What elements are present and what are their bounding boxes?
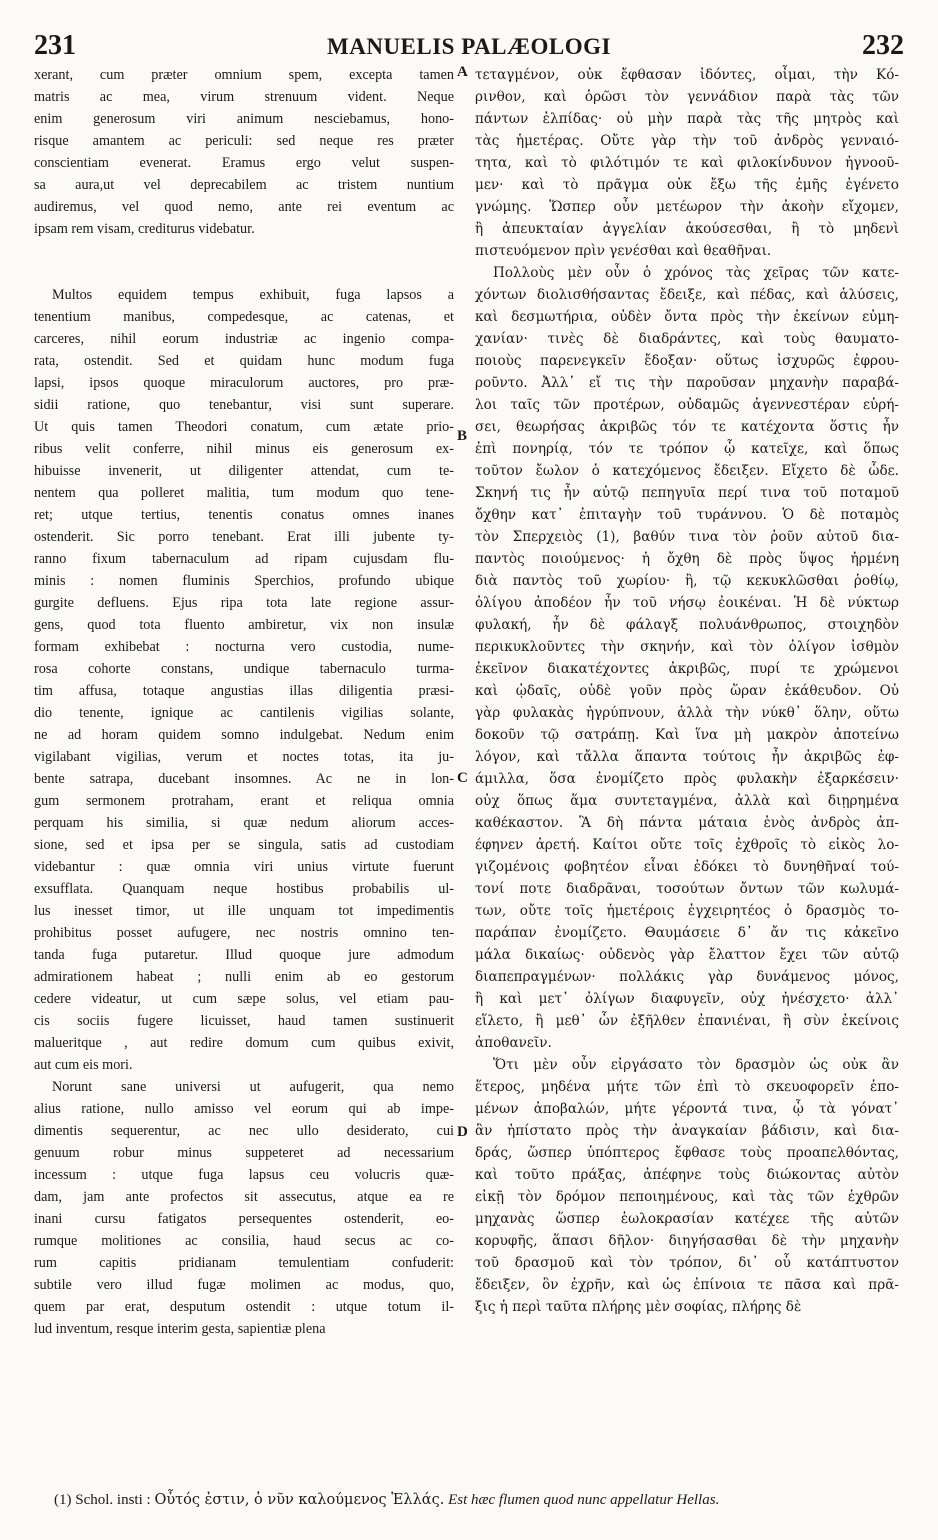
- text-line: lus inesset timor, ut ille unquam tot impedimentis: [34, 903, 454, 919]
- text-line: subtile vero illud fugæ molimen ac modus, quo,: [34, 1277, 454, 1293]
- text-line: carceres, nihil eorum industriæ ac ingenio compa-: [34, 331, 454, 347]
- text-line: perquam his similia, si quæ nedum aliorum acces-: [34, 815, 454, 831]
- text-line: dio tenente, ignique ac cantilenis vigilias solante,: [34, 705, 454, 721]
- paragraph: [475, 64, 899, 262]
- text-line: τὰς ἡμετέρας. Οὔτε γὰρ τὴν τοῦ ἀνδρὸς γενναιό-: [475, 133, 899, 149]
- text-line: γιζομένοις φοβητέον εἶναι ἐδόκει τὸ δυνηθῆναί τού-: [475, 859, 899, 875]
- text-line: οὐχ ὅπως ἅμα συντεταγμένα, ἀλλὰ καὶ διῃρημένα: [475, 793, 899, 809]
- text-line: ὄχθην κατ᾽ ἐπιταγὴν τοῦ τυράννου. Ὁ δὲ ποταμὸς: [475, 507, 899, 523]
- text-line: Πολλοὺς μὲν οὖν ὁ χρόνος τὰς χεῖρας τῶν κατε-: [493, 265, 899, 281]
- text-line: vigilabant vigilias, verum et noctes totas, ita ju-: [34, 749, 454, 765]
- text-line: περικυκλοῦντες τὴν σκηνήν, καὶ τὸν ὀλίγον ἰσθμὸν: [475, 639, 899, 655]
- page-number-left: 231: [34, 30, 76, 61]
- footnote: [54, 1490, 904, 1510]
- text-line: sa aura,ut vel deprecabilem ac tristem nuntium: [34, 177, 454, 193]
- text-line: μηχανὰς ὥσπερ ἑωλοκρασίαν κατέχεε τῆς αὐτῶν: [475, 1211, 899, 1227]
- text-line: ροῦντο. Ἀλλ᾽ εἴ τις τὴν παροῦσαν μηχανὴν παραβά-: [475, 375, 899, 391]
- text-line: Norunt sane universi ut aufugerit, qua nemo: [52, 1079, 454, 1095]
- text-line: καὶ δεσμωτήρια, οὐδὲν ὄντα πρὸς τὴν ἐκείνων εὐμη-: [475, 309, 899, 325]
- text-line: δράς, ὥσπερ ὑπόπτερος ἔφθασε τοὺς προαπελθόντας,: [475, 1145, 899, 1161]
- text-line: τεταγμένον, οὐκ ἔφθασαν ἰδόντες, οἶμαι, τὴν Κό-: [475, 67, 899, 83]
- text-line: lud inventum, resque interim gesta, sapientiæ plena: [34, 1321, 326, 1337]
- text-line: formam exhibebat : nocturna vero custodia, nume-: [34, 639, 454, 655]
- text-line: χόντων διολισθήσαντας ἔδειξε, καὶ πέδας, καὶ ἁλύσεις,: [475, 287, 899, 303]
- text-line: τοῦτον ἔωλον ὁ κατεχόμενος ἔδειξεν. Εἴχετο δὲ ὧδε.: [475, 463, 899, 479]
- text-line: άμιλλα, ὅσα ἐνομίζετο πρὸς φυλακὴν ἐξαρκέσειν·: [475, 771, 899, 787]
- margin-marker-b: B: [457, 428, 468, 444]
- text-line: risque amantem ac periculi: sed neque res præter: [34, 133, 454, 149]
- text-line: διαπεπραγμένων· πολλάκις γὰρ δυνάμενος μόνος,: [475, 969, 899, 985]
- text-line: cis sociis fugere licuisset, haud tamen sustinuerit: [34, 1013, 454, 1029]
- text-line: εἵλετο, ἢ μεθ᾽ ὧν ἐξῆλθεν ἐπανιέναι, ἢ σὺν ἐκείνοις: [475, 1013, 899, 1029]
- text-line: παντὸς ποιούμενος· ἡ ὄχθη δὲ πρὸς ὕψος ἠρμένη: [475, 551, 899, 567]
- text-line: λοι ταῖς τῶν προτέρων, οὐδαμῶς ἀγεννεστέραν εὑρή-: [475, 397, 899, 413]
- text-line: πάντων ἐλπίδας· οὐ μὴν παρὰ τὰς τῆς μητρὸς καὶ: [475, 111, 899, 127]
- text-line: rum capitis pridianam temulentiam confuderit:: [34, 1255, 454, 1271]
- text-line: sidii ratione, quo tenebantur, visi sunt superare.: [34, 397, 454, 413]
- text-line: prohibitus posset aufugere, nec nostris omnino ten-: [34, 925, 454, 941]
- paragraph: [475, 262, 899, 1054]
- text-line: ἢ ἀπευκταίαν ἀγγελίαν ἀκούσεσθαι, ἢ τὸ μηδενὶ: [475, 221, 899, 237]
- text-line: conscientiam evenerat. Eramus ergo velut suspen-: [34, 155, 454, 171]
- text-line: φυλακή, ἦν δὲ φάλαγξ πολυάνθρωπος, στοιχηδὸν: [475, 617, 899, 633]
- paragraph: [475, 1054, 899, 1318]
- text-line: Ὅτι μὲν οὖν εἰργάσατο τὸν δρασμὸν ὡς οὐκ ἂν: [493, 1057, 899, 1073]
- page-number-right: 232: [862, 30, 904, 61]
- text-line: ostenderit. Sic porro tenebant. Erat illi jubente ty-: [34, 529, 454, 545]
- text-line: nentem qua polleret malitia, tum modum quo tene-: [34, 485, 454, 501]
- text-line: gens, quod tota fluento ambiretur, vix non insulæ: [34, 617, 454, 633]
- text-line: ret; utque tertius, tenentis conatus omnes inanes: [34, 507, 454, 523]
- text-line: έφηνεν ἀρετή. Καίτοι οὔτε τοῖς ἐχθροῖς τὸ εἰκὸς λο-: [475, 837, 899, 853]
- text-line: matris ac mea, virum strenuum vident. Neque: [34, 89, 454, 105]
- margin-marker-a: A: [457, 64, 468, 80]
- text-line: κορυφῆς, ἅπασι δῆλον· διηγήσασθαι δὲ τὴν μηχανὴν: [475, 1233, 899, 1249]
- text-line: videbantur : quæ omnia viri unius virtute fuerunt: [34, 859, 454, 875]
- text-line: malueritque , aut redire domum cum quibus exivit,: [34, 1035, 454, 1051]
- text-line: xerant, cum præter omnium spem, excepta tamen: [34, 67, 454, 83]
- text-line: gum sermonem protraham, erant et reliqua omnia: [34, 793, 454, 809]
- text-line: ἂν ἠπίστατο πρὸς τὴν ἀναγκαίαν βάδισιν, καὶ δια-: [475, 1123, 899, 1139]
- text-line: ribus velit conferre, nihil minus eis generosum ex-: [34, 441, 454, 457]
- greek-column: [475, 64, 899, 1318]
- text-line: minis : nomen fluminis Sperchios, profundo ubique: [34, 573, 454, 589]
- text-line: ne ad horam quidem somno indulgebat. Nedum enim: [34, 727, 454, 743]
- text-line: Ut quis tamen Theodori conatum, cum ætate prio-: [34, 419, 454, 435]
- text-line: admirationem habeat ; nulli enim ab eo gestorum: [34, 969, 454, 985]
- text-line: aut cum eis mori.: [34, 1057, 133, 1073]
- text-line: incessum : utque fuga lapsus ceu volucris quæ-: [34, 1167, 454, 1183]
- text-line: ρινθον, καὶ ὁρῶσι τὸν γεννάδιον παρὰ τὰς τῶν: [475, 89, 899, 105]
- text-line: ὀλίγου ἀποδέον ἦν τοῦ νήσῳ ἐοικέναι. Ἡ δὲ νύκτωρ: [475, 595, 899, 611]
- margin-marker-d: D: [457, 1124, 468, 1140]
- text-line: καὶ τοῦτο πράξας, ἀπέφηνε τοὺς διώκοντας αὐτὸν: [475, 1167, 899, 1183]
- text-line: enim generosum viri animum nesciebamus, hono-: [34, 111, 454, 127]
- text-line: lapsi, ipsos quoque miraculorum auctores, pro præ-: [34, 375, 454, 391]
- text-line: rumque molitiones ac consilia, haud secus ac co-: [34, 1233, 454, 1249]
- margin-marker-c: C: [457, 770, 468, 786]
- running-title: MANUELIS PALÆOLOGI: [327, 34, 611, 59]
- text-line: exsufflata. Quanquam neque hostibus probabilis ul-: [34, 881, 454, 897]
- text-line: τητα, καὶ τὸ φιλότιμόν τε καὶ φιλοκίνδυνον ἠγνοοῦ-: [475, 155, 899, 171]
- text-line: ξις ἡ περὶ ταῦτα πλήρης μὲν σοφίας, πλήρης δὲ: [475, 1299, 802, 1315]
- footnote-latin: Est hæc flumen quod nunc appellatur Hellas.: [448, 1492, 720, 1508]
- text-line: λόγον, καὶ τἄλλα ἅπαντα τούτοις ἦν ἀκριβῶς ἐφ-: [475, 749, 899, 765]
- text-line: rosa cohorte constans, undique tabernaculo turma-: [34, 661, 454, 677]
- text-line: εἰκῇ τὸν δρόμον πεποιημένους, καὶ τὰς τῶν ἐχθρῶν: [475, 1189, 899, 1205]
- text-line: πιστευόμενον πρὶν γενέσθαι καὶ θεαθῆναι.: [475, 243, 772, 259]
- text-line: ipsam rem visam, crediturus videbatur.: [34, 221, 255, 237]
- text-line: gurgite defluens. Ejus ripa tota late regione assur-: [34, 595, 454, 611]
- text-line: τὸν Σπερχειὸς (1), βαθύν τινα τὸν ῥοῦν αὐτοῦ δια-: [475, 529, 899, 545]
- text-line: ἐκεῖνον διακατέχοντες ἀκριβῶς, πυρί τε χρώμενοι: [475, 661, 899, 677]
- text-line: καὶ ᾠδαῖς, οὐδὲ γοῦν πρὸς ὥραν ἐκάθευδον. Οὐ: [475, 683, 899, 699]
- text-line: quem par erat, desputum ostendit : utque totum il-: [34, 1299, 454, 1315]
- text-line: hibuisse invenerit, ut diligenter attendat, cum te-: [34, 463, 454, 479]
- text-line: ἐπὶ πονηρίᾳ, τόν τε τρόπον ᾧ κατεῖχε, καὶ ὅπως: [475, 441, 899, 457]
- text-line: μάλα δικαίως· οὐδενὸς γὰρ ἔλαττον ἔχει τῶν αὐτῷ: [475, 947, 899, 963]
- text-line: τονί ποτε διαδρᾶναι, τοσούτων ὄντων τῶν κωλυμά-: [475, 881, 899, 897]
- text-line: ἕτερος, μηδένα μήτε τῶν ἐπὶ τὸ σκευοφορεῖν ἑπο-: [475, 1079, 899, 1095]
- text-line: inani cursu fatigatos persequentes ostenderit, eo-: [34, 1211, 454, 1227]
- text-line: γὰρ φυλακὰς ἠγρύπνουν, ἀλλὰ τὴν νύκθ᾽ ὅλην, οὕτω: [475, 705, 899, 721]
- text-line: μένων ἀποβαλών, μήτε γέροντά τινα, ᾧ τὰ γόνατ᾽: [475, 1101, 899, 1117]
- text-line: bente satrapa, ducebant insomnes. Ac ne in lon-: [34, 771, 454, 787]
- paragraph: [34, 64, 454, 240]
- paragraph: [34, 1076, 454, 1340]
- footnote-mark: (1): [54, 1492, 72, 1508]
- text-line: μεν· καὶ τὸ πρᾶγμα οὐκ ἔξω τῆς ἐμῆς ἐγένετο: [475, 177, 899, 193]
- text-line: γνώμης. Ὥσπερ οὖν μετέωρον τὴν ἀκοὴν εἴχομεν,: [475, 199, 899, 215]
- text-line: καθέκαστον. Ἃ δὴ πάντα μάταια ἑνὸς ἀνδρὸς ἀπ-: [475, 815, 899, 831]
- latin-column: [34, 64, 454, 1340]
- text-line: ἀποθανεῖν.: [475, 1035, 552, 1051]
- page-header: [34, 10, 904, 61]
- text-line: ranno fixum tabernaculum ad ripam cujusdam flu-: [34, 551, 454, 567]
- text-line: ἔδειξεν, ὃν ἐχρῆν, καὶ ὡς ἐπίνοια τε πᾶσα καὶ πρᾶ-: [475, 1277, 899, 1293]
- footnote-lead: Schol. insti :: [75, 1492, 151, 1508]
- text-line: Σκηνή τις ἦν αὐτῷ πεπηγυῖα περί τινα τοῦ ποταμοῦ: [475, 485, 899, 501]
- text-line: alius ratione, nullo amisso vel eorum qui ab impe-: [34, 1101, 454, 1117]
- text-line: Multos equidem tempus exhibuit, fuga lapsos a: [52, 287, 454, 303]
- text-line: διὰ παντὸς τοῦ χωρίου· ἢ, τῷ κεκυκλῶσθαι ῥοθίῳ,: [475, 573, 899, 589]
- text-line: ποιοὺς παρενεγκεῖν ἔδοξαν· οὕτως ἰσχυρῶς ἐφρου-: [475, 353, 899, 369]
- text-line: cedere videatur, ut cum sæpe solus, vel etiam pau-: [34, 991, 454, 1007]
- text-line: sione, sed et ipsa per se singula, satis ad custodiam: [34, 837, 454, 853]
- text-line: dimentis sequerentur, ac nec ullo desiderato, cui: [34, 1123, 454, 1139]
- text-line: audiremus, vel quod nemo, ante rei eventum ac: [34, 199, 454, 215]
- text-line: των, οὔτε τοῖς ἡμετέροις ἐγχειρητέος ὁ δρασμὸς το-: [475, 903, 899, 919]
- text-line: χανίαν· τινὲς δὲ διαδράντες, καὶ τοὺς θαυματο-: [475, 331, 899, 347]
- text-line: tanda fuga putaretur. Illud quoque jure admodum: [34, 947, 454, 963]
- text-line: dam, jam ante profectos sit assecutus, atque ea re: [34, 1189, 454, 1205]
- footnote-greek: Οὗτός ἐστιν, ὁ νῦν καλούμενος Ἑλλάς.: [154, 1492, 445, 1508]
- text-line: ἢ καὶ μετ᾽ ὀλίγων διαφυγεῖν, οὐχ ἠνέσχετο· ἀλλ᾽: [475, 991, 899, 1007]
- text-line: tenentium manibus, compedesque, ac catenas, et: [34, 309, 454, 325]
- paragraph: [34, 284, 454, 1076]
- text-line: δοκοῦν τῷ σατράπῃ. Καὶ ἵνα μὴ μακρὸν ἀποτείνω: [475, 727, 899, 743]
- text-line: genuum robur minus suppeteret ad necessarium: [34, 1145, 454, 1161]
- text-line: tim affusa, totaque angustias illas diligentia præsi-: [34, 683, 454, 699]
- text-line: σει, θεωρήσας ἀκριβῶς τόν τε κατέχοντα ὅστις ἦν: [475, 419, 899, 435]
- text-line: τοῦ δρασμοῦ καὶ τὸν τρόπον, δι᾽ οὗ κατάπτυστον: [475, 1255, 899, 1271]
- text-line: rata, ostendit. Sed et quidam hunc modum fuga: [34, 353, 454, 369]
- text-line: παράπαν ἐνομίζετο. Θαυμάσειε δ᾽ ἄν τις κἀκεῖνο: [475, 925, 899, 941]
